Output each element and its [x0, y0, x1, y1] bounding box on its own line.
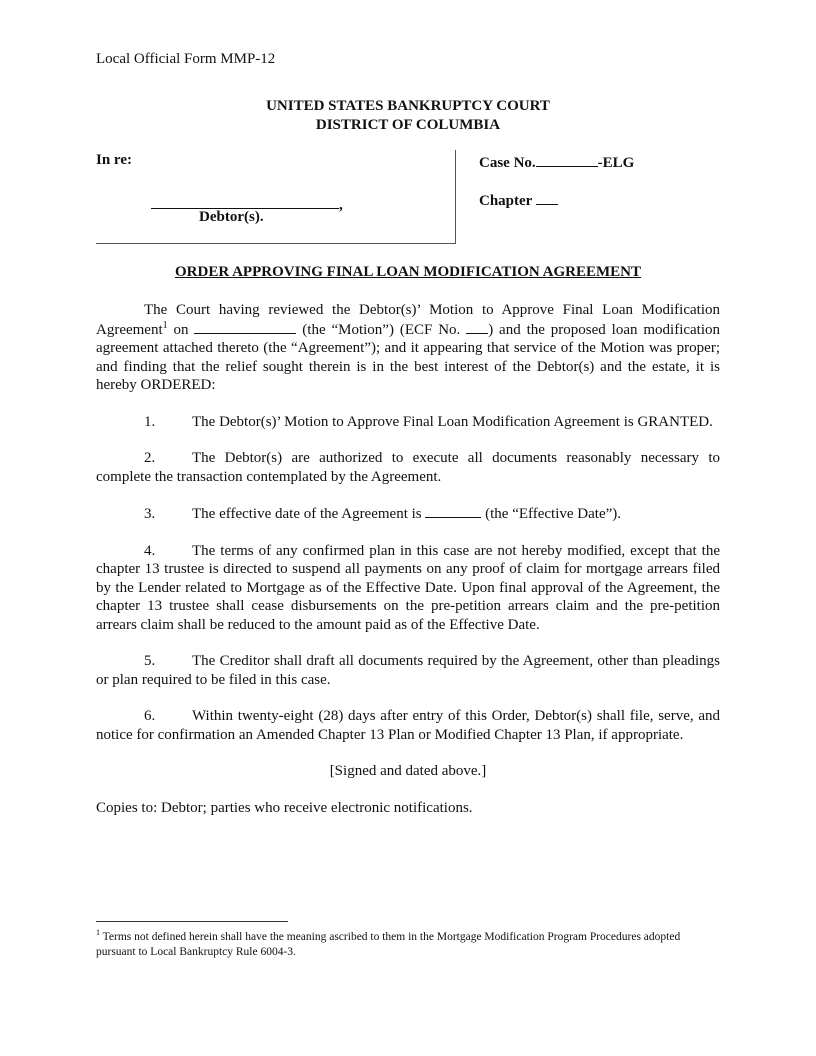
form-label: Local Official Form MMP-12 [96, 51, 276, 67]
paragraph-text-after: (the “Effective Date”). [481, 506, 622, 522]
debtor-name-blank [151, 194, 339, 209]
order-paragraph-4 [96, 542, 720, 635]
intro-text-3: (the “Motion”) (ECF No. [296, 321, 467, 338]
court-name: UNITED STATES BANKRUPTCY COURT [266, 98, 550, 114]
chapter-label: Chapter [479, 193, 533, 209]
effective-date-blank [425, 504, 481, 518]
order-paragraph-6 [96, 707, 720, 744]
paragraph-text: The effective date of the Agreement is [192, 506, 426, 522]
paragraph-number: 3. [144, 506, 156, 522]
intro-paragraph [96, 301, 720, 395]
paragraph-text: The Creditor shall draft all documents required by the Agreement, other than pleadings or plan required to be filed in this case. [96, 653, 720, 688]
order-title: ORDER APPROVING FINAL LOAN MODIFICATION AGREEMENT [174, 264, 641, 280]
debtor-comma: , [339, 197, 343, 213]
paragraph-number: 5. [144, 653, 156, 669]
ecf-no-blank [466, 320, 488, 334]
court-district: DISTRICT OF COLUMBIA [315, 117, 501, 133]
case-number [479, 152, 634, 172]
intro-text-2: on [167, 321, 195, 338]
paragraph-number: 4. [144, 542, 156, 559]
paragraph-text: The terms of any confirmed plan in this case are not hereby modified, except that the chapter 13 trustee is directed to suspend all payments on any proof of claim for mortgage arrears filed by the Lender related to Mortgage as of the Effective Date. Upon final approval of the Agreement, the chapter 13 trustee shall cease disbursements on the pre-petition arrears claim and the pre-petition arrears claim shall be reduced to the amount paid as of the Effective Date. [96, 542, 720, 633]
chapter-line [479, 190, 634, 210]
copies-to: Copies to: Debtor; parties who receive electronic notifications. [96, 799, 473, 816]
footnote-marker: 1 [96, 928, 100, 938]
caption-divider-horizontal [96, 243, 456, 244]
paragraph-number: 1. [144, 413, 156, 430]
paragraph-number: 2. [144, 450, 156, 466]
order-paragraph-1 [96, 413, 720, 432]
footnote-ref: 1 [162, 319, 168, 331]
motion-date-blank [194, 320, 296, 334]
order-paragraph-2 [96, 449, 720, 486]
chapter-blank [536, 190, 558, 205]
court-heading [0, 97, 816, 135]
signed-dated-note: [Signed and dated above.] [329, 763, 487, 779]
footnote-rule [96, 921, 288, 922]
case-no-blank [536, 152, 598, 167]
order-body [96, 301, 720, 835]
paragraph-text: Within twenty-eight (28) days after entry of this Order, Debtor(s) shall file, serve, and notice for confirmation an Amended Chapter 13 Plan or Modified Chapter 13 Plan, if appropriate. [96, 708, 720, 743]
caption-divider-vertical [455, 150, 456, 244]
intro-text-1: The Court having reviewed the Debtor(s)’ Motion to Approve Final Loan Modification Agreement [96, 302, 720, 338]
order-paragraph-5 [96, 652, 720, 689]
case-caption-right [479, 152, 634, 210]
case-caption-left [96, 152, 456, 244]
paragraph-number: 6. [144, 708, 156, 724]
debtors-label: Debtor(s). [199, 209, 264, 225]
intro-text-4: ) and the proposed loan modification agreement attached thereto (the “Agreement”); and it appearing that service of the Motion was proper; and finding that the relief sought therein is in the best interest of the Debtor(s) and the estate, it is hereby ORDERED: [96, 321, 721, 393]
footnote-text: Terms not defined herein shall have the meaning ascribed to them in the Mortgage Modification Program Procedures adopted pursuant to Local Bankruptcy Rule 6004-3. [96, 931, 681, 958]
footnote [96, 930, 720, 960]
order-paragraph-3 [96, 504, 720, 524]
paragraph-text: The Debtor(s) are authorized to execute all documents reasonably necessary to complete the transaction contemplated by the Agreement. [96, 450, 720, 485]
paragraph-text: The Debtor(s)’ Motion to Approve Final Loan Modification Agreement is GRANTED. [192, 413, 713, 430]
in-re-label: In re: [96, 152, 132, 168]
case-no-suffix: -ELG [597, 155, 635, 171]
case-no-label: Case No. [479, 155, 536, 171]
